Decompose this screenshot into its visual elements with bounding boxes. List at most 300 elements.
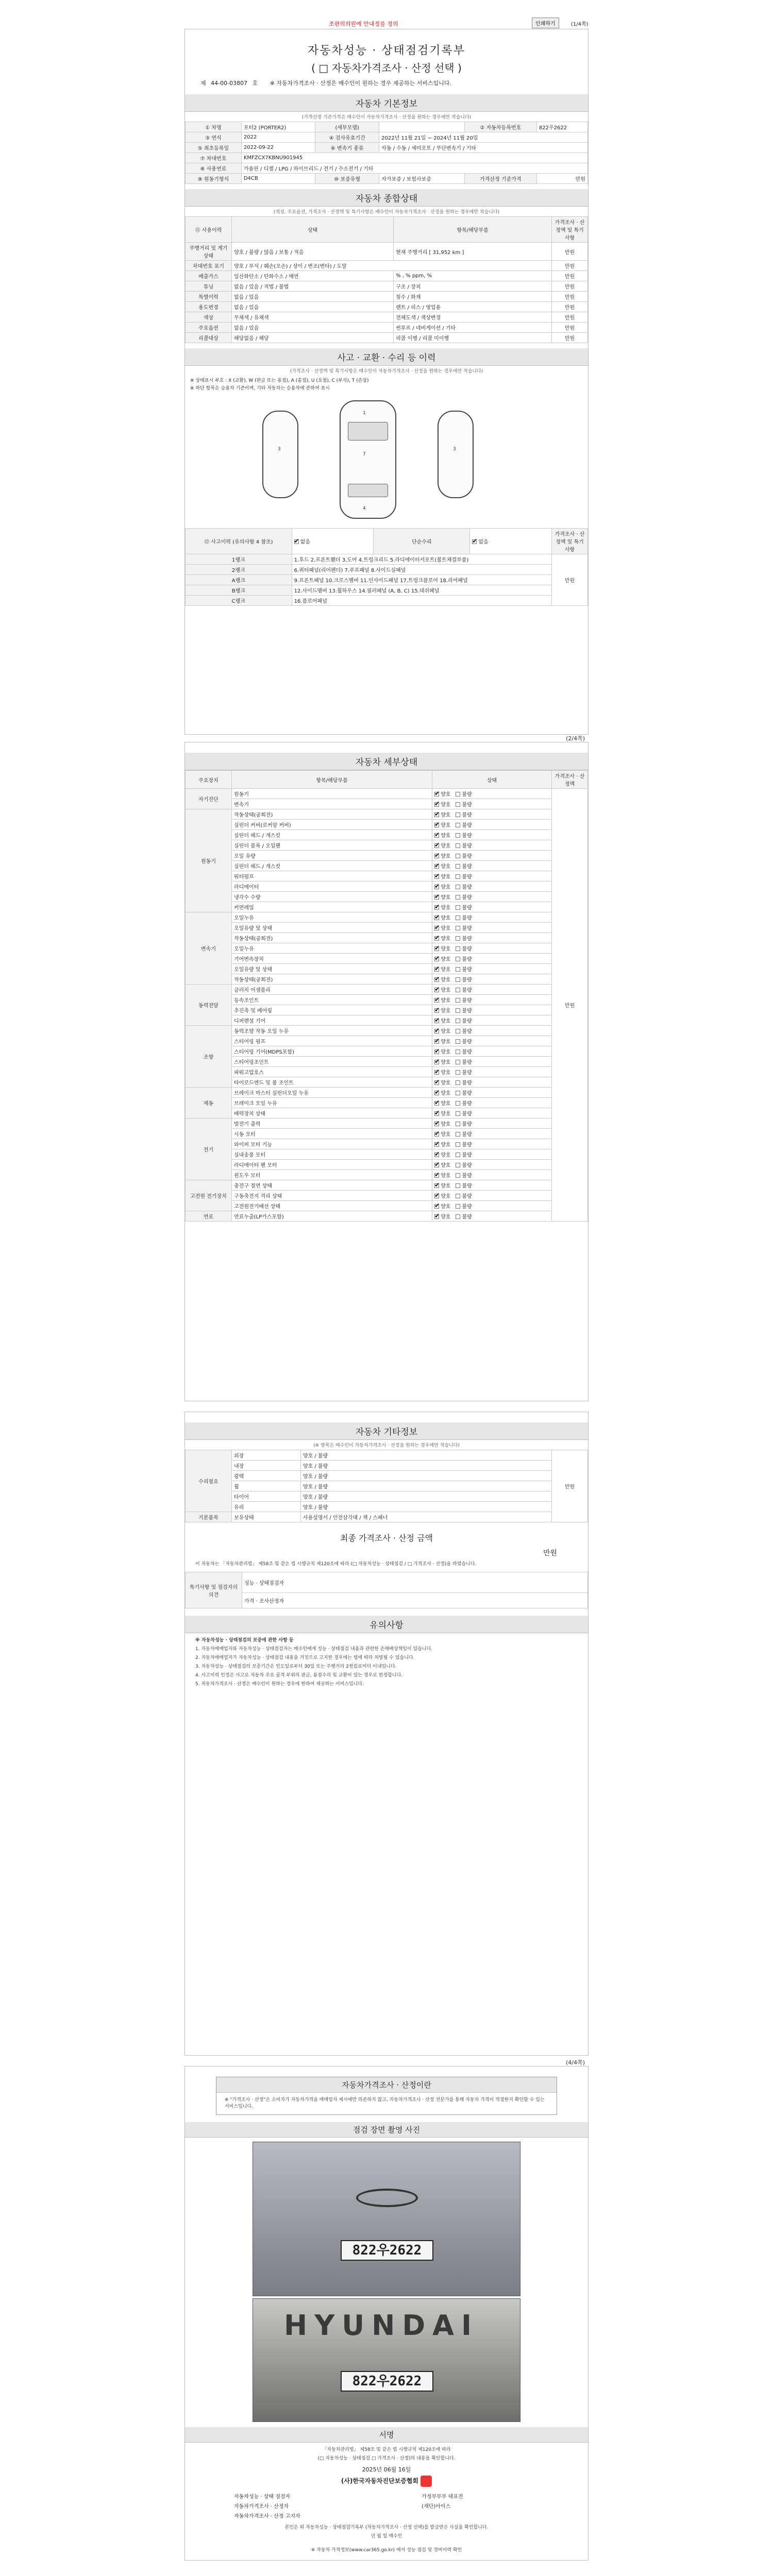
- item-state: [432, 954, 552, 964]
- rank-parts: 1.후드 2.프론트휀더 3.도어 4.트렁크리드 5.라디에이터서포트(볼트체결부품): [292, 554, 551, 565]
- state-option: [456, 883, 472, 890]
- price: 만원: [552, 554, 588, 606]
- item-state: [432, 1160, 552, 1170]
- option-label: 양호: [441, 1163, 451, 1168]
- option-label: 불량: [462, 1019, 472, 1024]
- foot-1: 본인은 위 자동차성능 · 상태점검기록부 (자동차가격조사 · 산정 선택)를 발급받은 사실을 확인합니다.: [284, 2525, 489, 2531]
- state-option: [434, 1109, 450, 1117]
- accident-table: [185, 528, 588, 606]
- item-label: 브레이크 오일 누유: [232, 1098, 432, 1108]
- col-header: 항목/해당부품: [232, 771, 432, 789]
- status-sub: (색상, 주요옵션, 가격조사 · 산정액 및 특기사항은 매수인이 자동차가격조사 · 산정을 원하는 경우에만 적습니다): [273, 210, 500, 215]
- state-option: [434, 1047, 450, 1055]
- signer-role: 자동차가격조사 · 산정 고지자: [234, 2514, 300, 2520]
- state-option: [456, 944, 472, 952]
- checkbox: [434, 1132, 439, 1137]
- checkbox: [456, 1173, 460, 1178]
- page-4: [184, 2059, 589, 2561]
- table-header: [186, 217, 588, 243]
- rank-label: C랭크: [186, 596, 292, 606]
- item-state: [432, 1036, 552, 1046]
- option-label: 양호: [441, 1049, 451, 1055]
- checkbox: [434, 812, 439, 817]
- price: 만원: [552, 292, 588, 302]
- seal-stamp: [421, 2476, 432, 2487]
- rank-label: A랭크: [186, 575, 292, 585]
- option-label: 불량: [462, 1039, 472, 1045]
- table-row: [186, 954, 588, 964]
- foot-2: 년 월 일 매수인: [371, 2534, 402, 2539]
- col-header: ⑪ 사용이력: [186, 217, 232, 243]
- checkbox: [456, 1070, 460, 1075]
- table-row: [232, 2501, 541, 2511]
- item-label: 연료누출(LP가스포함): [232, 1211, 432, 1222]
- item-state: [432, 830, 552, 840]
- rear-window: [348, 484, 388, 497]
- state-option: [456, 1037, 472, 1045]
- value: 2022: [241, 132, 315, 143]
- state-option: [434, 1089, 450, 1096]
- row-label: 차대번호 표기: [186, 261, 232, 271]
- item-label: 스티어링조인트: [232, 1057, 432, 1067]
- detail: 렌트 / 리스 / 영업용: [394, 302, 552, 312]
- accident-value-cell: [292, 529, 374, 554]
- table-row: [186, 292, 588, 302]
- state-option: [456, 1150, 472, 1158]
- table-row: [186, 312, 588, 323]
- item-state: [432, 1005, 552, 1015]
- table-row: [186, 1572, 588, 1593]
- checkbox: [456, 946, 460, 951]
- table-row: [186, 261, 588, 271]
- state-option: [434, 1150, 450, 1158]
- rank-parts: 9.프론트패널 10.크로스멤버 11.인사이드패널 17.트렁크플로어 18.리어패널: [292, 575, 551, 585]
- table-row: [186, 1036, 588, 1046]
- state-option: [434, 955, 450, 962]
- checkbox: [434, 833, 439, 838]
- state-option: [456, 862, 472, 870]
- state-option: [456, 913, 472, 921]
- label: ⑧ 사용연료: [186, 163, 242, 174]
- item-state: [432, 1057, 552, 1067]
- state-option: [456, 965, 472, 973]
- option-label: 양호: [441, 1019, 451, 1024]
- inspection-photo-front: [253, 2142, 520, 2296]
- option-label: 불량: [462, 1080, 472, 1086]
- notice-link[interactable]: 조관의의원예 안내정를 경의: [329, 21, 398, 27]
- item-state: [432, 1015, 552, 1026]
- state-option: [456, 1078, 472, 1086]
- table-row: [186, 1098, 588, 1108]
- signer-role: 자동차성능 · 상태 점검자: [234, 2494, 291, 2500]
- checkbox: [434, 1142, 439, 1147]
- option-label: 양호: [441, 895, 451, 901]
- checkbox: [456, 802, 460, 807]
- part-num: 3: [453, 447, 456, 452]
- note-paragraph: 2. 자동차매매업자가 자동차성능 · 상태점검 내용을 거짓으로 고지한 경우에는 법에 따라 처벌될 수 있습니다.: [195, 1655, 415, 1661]
- brand-logo: [356, 2189, 418, 2207]
- item-state: 양호 / 불량: [300, 1450, 551, 1461]
- checkbox: [456, 1122, 460, 1126]
- state-option: [456, 1212, 472, 1220]
- state-option: [456, 1140, 472, 1148]
- option-label: 불량: [462, 1122, 472, 1127]
- checkbox: [434, 1060, 439, 1064]
- state-option: [456, 1068, 472, 1076]
- item-label: 작동상태(공회전): [232, 974, 432, 985]
- state-option: [434, 810, 450, 818]
- price: 만원: [552, 271, 588, 281]
- table-row: [186, 174, 588, 184]
- option-label: 양호: [441, 988, 451, 993]
- state-option: [434, 1078, 450, 1086]
- item-label: 고전원전기배선 상태: [232, 1201, 432, 1211]
- item-label: 실린더 헤드 / 개스킷: [232, 830, 432, 840]
- label: ⑤ 최초등록일: [186, 143, 242, 153]
- state-option: [434, 1212, 450, 1220]
- checkbox: [456, 988, 460, 992]
- table-row: [186, 871, 588, 882]
- note-paragraph: 5. 자동차가격조사 · 산정은 매수인이 원하는 경우에 한하여 제공하는 서비스입니다.: [195, 1682, 364, 1687]
- item-label: 냉각수 수량: [232, 892, 432, 902]
- table-row: [232, 2491, 541, 2501]
- item-label: 시동 모터: [232, 1129, 432, 1139]
- notes-lead: ※ 자동차성능 · 상태점검의 보증에 관한 사항 등: [195, 1638, 294, 1643]
- table-row: [186, 1461, 588, 1471]
- option-label: 불량: [462, 1101, 472, 1107]
- option-label: 양호: [441, 1153, 451, 1158]
- checkbox: [456, 843, 460, 848]
- value: 포터2 (PORTER2): [241, 122, 315, 132]
- group-label: 연료: [186, 1211, 232, 1222]
- label: ② 자동차등록번호: [464, 122, 536, 132]
- page-3: [184, 1412, 589, 2056]
- item-label: 워터펌프: [232, 871, 432, 882]
- detail: 침수 / 화재: [394, 292, 552, 302]
- price: 만원: [552, 302, 588, 312]
- table-row: [186, 1160, 588, 1170]
- item-state: 사용설명서 / 안전삼각대 / 잭 / 스패너: [300, 1512, 551, 1522]
- state-option: [456, 1192, 472, 1199]
- checkbox: [456, 1183, 460, 1188]
- option-label: 양호: [441, 1029, 451, 1035]
- state-option: [456, 1027, 472, 1035]
- option-label: 불량: [462, 792, 472, 798]
- checkbox: [434, 926, 439, 930]
- detail-table: [185, 770, 588, 1222]
- item-label: 유리: [232, 1502, 301, 1512]
- value: 2022-09-22: [241, 143, 315, 153]
- checkbox: [434, 977, 439, 982]
- brand-lettering: HYUNDAI: [284, 2309, 479, 2342]
- state-option: [434, 1037, 450, 1045]
- item-label: 실린더 커버(로커암 커버): [232, 820, 432, 830]
- rank-parts: 12.사이드멤버 13.휠하우스 14.필러패널 (A, B, C) 15.대쉬패널: [292, 585, 551, 596]
- item-label: 스티어링 기어(MDPS포함): [232, 1046, 432, 1057]
- checkbox: [434, 1183, 439, 1188]
- item-label: 오일누유: [232, 912, 432, 923]
- item-label: 브레이크 마스터 실린더오일 누유: [232, 1088, 432, 1098]
- table-row: [186, 892, 588, 902]
- repair-label: 단순수리: [374, 529, 470, 554]
- checkbox: [434, 967, 439, 972]
- checkbox: [456, 926, 460, 930]
- option-label: 불량: [462, 926, 472, 931]
- item-label: 실린더 헤드 / 개스킷: [232, 861, 432, 871]
- item-label: 발전기 출력: [232, 1118, 432, 1129]
- item-state: 양호 / 불량: [300, 1502, 551, 1512]
- state-option: [456, 955, 472, 962]
- table-row: [186, 933, 588, 943]
- label: 가격산정 기준가격: [464, 174, 536, 184]
- table-row: [186, 565, 588, 575]
- table-row: [232, 2511, 541, 2520]
- page-2: [184, 735, 589, 1401]
- item-state: [432, 882, 552, 892]
- item-label: 기어변속장치: [232, 954, 432, 964]
- table-row: [186, 1088, 588, 1098]
- checkbox: [456, 1049, 460, 1054]
- checkbox: [434, 946, 439, 951]
- doc-title: 자동차성능 · 상태점검기록부: [307, 44, 465, 57]
- table-row: [186, 271, 588, 281]
- col-header: 상태: [232, 217, 394, 243]
- item-label: 라디에이터: [232, 882, 432, 892]
- group-label: 고전원 전기장치: [186, 1180, 232, 1211]
- group-label: 조향: [186, 1026, 232, 1088]
- checkbox: [456, 998, 460, 1003]
- table-row: [186, 1492, 588, 1502]
- state-option: [434, 1027, 450, 1035]
- value: [379, 122, 465, 132]
- item-state: [432, 1139, 552, 1149]
- state-option: [456, 1120, 472, 1127]
- option-label: 양호: [441, 1060, 451, 1065]
- item-state: [432, 861, 552, 871]
- option-label: 불량: [462, 802, 472, 808]
- table-row: [186, 143, 588, 153]
- table-row: [186, 1191, 588, 1201]
- doc-subtitle: ( □ 자동차가격조사 · 산정 선택 ): [311, 62, 462, 74]
- sign-line-2: (□ 자동차성능 · 상태점검 □ 가격조사 · 산정)의 내용을 확인합니다.: [317, 2456, 456, 2462]
- state: 양호 / 불량 / 많음 / 보통 / 적음: [232, 243, 394, 261]
- checkbox: [434, 802, 439, 807]
- value: KMFZCX7KBNU901945: [241, 153, 587, 163]
- page-1: [184, 29, 589, 735]
- state: 무채색 / 유채색: [232, 312, 394, 323]
- price: 만원: [552, 281, 588, 292]
- item-label: 실린더 블록 / 오일팬: [232, 840, 432, 851]
- option-label: 불량: [462, 812, 472, 818]
- table-row: [186, 1129, 588, 1139]
- item-state: [432, 1170, 552, 1180]
- table-row: [186, 882, 588, 892]
- checkbox: [434, 1091, 439, 1095]
- checkbox: [456, 1111, 460, 1116]
- checkbox: [456, 1019, 460, 1023]
- table-row: [186, 840, 588, 851]
- table-row: [186, 995, 588, 1005]
- status-table: [185, 216, 588, 343]
- state-option: [434, 996, 450, 1004]
- checkbox: [434, 1039, 439, 1044]
- table-row: [186, 1026, 588, 1036]
- option-label: 불량: [462, 895, 472, 901]
- item-label: 와이퍼 모터 기능: [232, 1139, 432, 1149]
- state-option: [434, 975, 450, 983]
- state: 없음 / 있음: [232, 323, 394, 333]
- state-option: [434, 831, 450, 839]
- detail: 썬루프 / 네비게이션 / 기타: [394, 323, 552, 333]
- option-label: 양호: [441, 957, 451, 962]
- price: 만원: [552, 261, 588, 271]
- option-label: 양호: [441, 1183, 451, 1189]
- checkbox: [456, 1101, 460, 1106]
- option-label: 불량: [462, 1142, 472, 1148]
- checkbox: [434, 988, 439, 992]
- checkbox: [456, 823, 460, 827]
- state: 없음 / 있음: [232, 292, 394, 302]
- option-label: 양호: [441, 967, 451, 973]
- price: 만원: [552, 789, 588, 1222]
- rank-parts: 6.쿼터패널(리어펜더) 7.루프패널 8.사이드실패널: [292, 565, 551, 575]
- state-option: [456, 872, 472, 880]
- table-row: [186, 1067, 588, 1077]
- col-header: 가격조사 · 산정액: [552, 771, 588, 789]
- signer-role: 자동차가격조사 · 산정자: [234, 2504, 289, 2510]
- option-label: 불량: [462, 1029, 472, 1035]
- checkbox: [472, 539, 477, 544]
- table-row: [186, 1057, 588, 1067]
- item-state: [432, 1118, 552, 1129]
- sign-org-row: [185, 2476, 588, 2487]
- table-row: [186, 809, 588, 820]
- state: 없음 / 있음: [232, 302, 394, 312]
- other-sub: (※ 항목은 매수인이 자동차가격조사 · 산정을 원하는 경우에만 적습니다): [313, 1443, 460, 1448]
- table-row: [186, 861, 588, 871]
- value: 자동 / 수동 / 세미오토 / 무단변속기 / 기타: [379, 143, 588, 153]
- option-label: 불량: [462, 1194, 472, 1199]
- item-state: [432, 1098, 552, 1108]
- checkbox: [434, 1122, 439, 1126]
- checkbox: [456, 1153, 460, 1157]
- detail: % , % ppm, %: [394, 271, 552, 281]
- item-label: 구동축전지 격리 상태: [232, 1191, 432, 1201]
- item-state: [432, 820, 552, 830]
- table-row: [186, 1593, 588, 1608]
- group-label: 제동: [186, 1088, 232, 1118]
- item-label: 외장: [232, 1450, 301, 1461]
- detail-title: 자동차 세부상태: [185, 753, 588, 770]
- row-label: 주행거리 및 계기상태: [186, 243, 232, 261]
- table-row: [186, 789, 588, 799]
- state-option: [456, 852, 472, 859]
- group-label: 기본품목: [186, 1512, 232, 1522]
- option-label: 양호: [441, 812, 451, 818]
- checkbox: [456, 936, 460, 941]
- checkbox: [456, 977, 460, 982]
- table-row: [186, 1180, 588, 1191]
- checkbox: [434, 1204, 439, 1209]
- col-header: 항목/해당부품: [394, 217, 552, 243]
- opinion-label: 특기사항 및 점검자의 의견: [186, 1572, 242, 1608]
- print-button[interactable]: 인쇄하기: [532, 18, 559, 28]
- item-state: [432, 1180, 552, 1191]
- group-label: 자기진단: [186, 789, 232, 809]
- status-title: 자동차 종합상태: [185, 189, 588, 207]
- checkbox: [456, 1214, 460, 1219]
- page-number: (4/4쪽): [566, 2059, 585, 2066]
- checkbox: [456, 1080, 460, 1085]
- option-label: 양호: [441, 792, 451, 798]
- value: 만원: [536, 174, 587, 184]
- option-label: 불량: [462, 885, 472, 890]
- item-label: 추진축 및 베어링: [232, 1005, 432, 1015]
- option-label: 양호: [441, 1080, 451, 1086]
- checkbox: [434, 1008, 439, 1013]
- state-option: [434, 893, 450, 901]
- item-label: 실내송풍 모터: [232, 1149, 432, 1160]
- note-paragraph: 1. 자동차매매업자와 자동차성능 · 상태점검자는 매수인에게 성능 · 상태점검 내용과 관련한 손해배상책임이 있습니다.: [195, 1647, 433, 1652]
- item-state: [432, 933, 552, 943]
- item-label: 오일누유: [232, 943, 432, 954]
- option-label: 양호: [441, 916, 451, 921]
- option-label: 양호: [441, 802, 451, 808]
- item-state: [432, 799, 552, 809]
- checkbox: [456, 854, 460, 858]
- item-label: 타이어: [232, 1492, 301, 1502]
- item-state: [432, 1191, 552, 1201]
- notes-title: 유의사항: [185, 1616, 588, 1633]
- checkbox: [456, 967, 460, 972]
- state-option: [456, 790, 472, 798]
- car-side-right: [438, 411, 474, 498]
- option-label: 불량: [462, 854, 472, 859]
- checkbox: [456, 1008, 460, 1013]
- state-option: [456, 975, 472, 983]
- state: 양호 / 부식 / 훼손(오손) / 상이 / 변조(변타) / 도말: [232, 261, 552, 271]
- option-label: 양호: [441, 1008, 451, 1014]
- sign-title: 서명: [185, 2427, 588, 2443]
- checkbox: [456, 1060, 460, 1064]
- table-row: [186, 912, 588, 923]
- state-option: [456, 821, 472, 828]
- option-label: 양호: [441, 936, 451, 942]
- state-option: [434, 1120, 450, 1127]
- row-label: 튜닝: [186, 281, 232, 292]
- table-row: [186, 281, 588, 292]
- item-label: 충전구 절연 상태: [232, 1180, 432, 1191]
- item-label: 커먼레일: [232, 902, 432, 912]
- option-label: 양호: [441, 946, 451, 952]
- state-option: [456, 1181, 472, 1189]
- state-option: [434, 924, 450, 931]
- note-paragraph: 4. 사고이력 인정은 사고로 자동차 주요 골격 부위의 판금, 용접수리 및 교환이 있는 경우로 한정합니다.: [195, 1673, 403, 1679]
- state-option: [434, 1181, 450, 1189]
- final-table: [185, 1572, 588, 1608]
- row-label: 주요옵션: [186, 323, 232, 333]
- state-option: [456, 1006, 472, 1014]
- state-option: [434, 986, 450, 993]
- price: 만원: [552, 333, 588, 343]
- item-state: [432, 912, 552, 923]
- car-diagram: [185, 395, 588, 524]
- state-option: [456, 1171, 472, 1179]
- basic-title: 자동차 기본정보: [185, 94, 588, 112]
- checkbox: [456, 874, 460, 879]
- table-row: [186, 1201, 588, 1211]
- item-label: 오일유량 및 상태: [232, 923, 432, 933]
